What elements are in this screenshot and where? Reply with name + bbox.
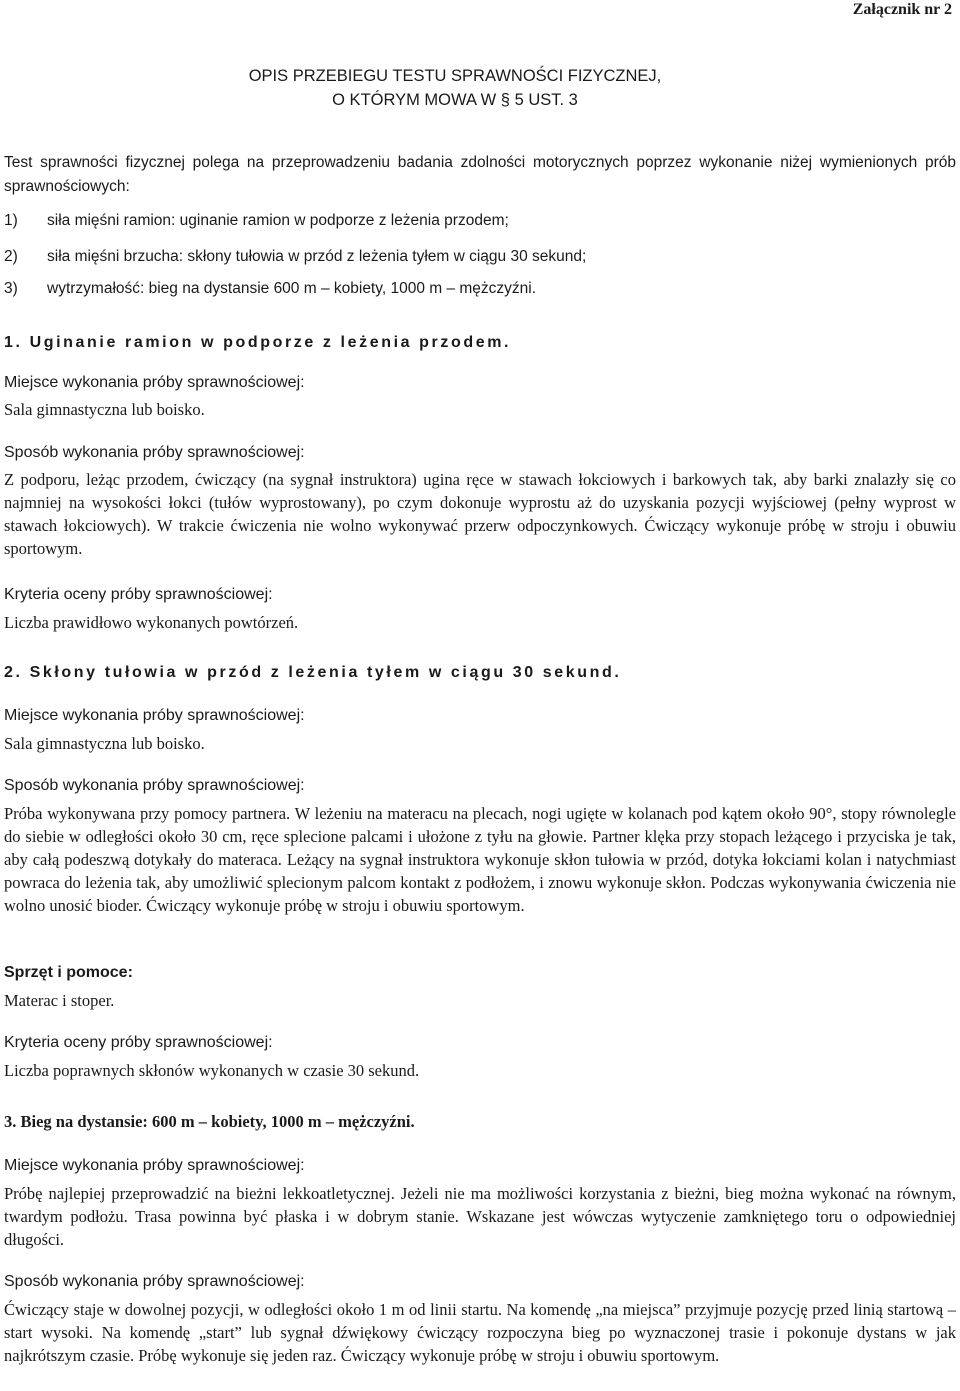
section-2-equipment-label: Sprzęt i pomoce: bbox=[4, 964, 133, 981]
section-2-place-label: Miejsce wykonania próby sprawnościowej: bbox=[4, 707, 305, 724]
section-1-criteria-text: Liczba prawidłowo wykonanych powtórzeń. bbox=[4, 613, 299, 632]
section-3-method-label: Sposób wykonania próby sprawnościowej: bbox=[4, 1273, 305, 1290]
section-2-criteria-text: Liczba poprawnych skłonów wykonanych w czasie 30 sekund. bbox=[4, 1061, 420, 1080]
list-item-text: siła mięśni brzucha: skłony tułowia w przód z leżenia tyłem w ciągu 30 sekund; bbox=[47, 248, 587, 265]
annex-label: Załącznik nr 2 bbox=[852, 1, 952, 18]
section-2-criteria-label: Kryteria oceny próby sprawnościowej: bbox=[4, 1034, 273, 1051]
section-1-place-label: Miejsce wykonania próby sprawnościowej: bbox=[4, 374, 305, 391]
document-title-line-2: O KTÓRYM MOWA W § 5 UST. 3 bbox=[332, 91, 578, 109]
section-3-place-label: Miejsce wykonania próby sprawnościowej: bbox=[4, 1157, 305, 1174]
intro-paragraph: Test sprawności fizycznej polega na przeprowadzeniu badania zdolności motorycznych poprzez wykonanie niżej wymienionych prób sprawnościowych: bbox=[4, 154, 956, 195]
section-1-method-text: Z podporu, leżąc przodem, ćwiczący (na sygnał instruktora) ugina ręce w stawach łokciowych i barkowych tak, aby barki znalazły się co najmniej na wysokości łokci (tułów wyprostowany), po czym dokonuje wyprostu aż do uzyskania pozycji wyjściowej (pełny wyprost w stawach łokciowych). W trakcie ćwiczenia nie wolno wykonywać przerw odpoczynkowych. Ćwiczący wykonuje próbę w stroju i obuwiu sportowym. bbox=[4, 470, 956, 558]
section-2-place-text: Sala gimnastyczna lub boisko. bbox=[4, 734, 205, 753]
list-item-number: 1) bbox=[4, 212, 18, 229]
section-1-heading: 1. Uginanie ramion w podporze z leżenia przodem. bbox=[4, 334, 512, 351]
list-item-number: 3) bbox=[4, 280, 18, 297]
list-item bbox=[4, 277, 536, 301]
section-1-criteria-label: Kryteria oceny próby sprawnościowej: bbox=[4, 586, 273, 603]
section-3-place-text: Próbę najlepiej przeprowadzić na bieżni lekkoatletycznej. Jeżeli nie ma możliwości korzystania z bieżni, bieg można wykonać na równym, twardym podłożu. Trasa powinna być płaska i w dobrym stanie. Wskazane jest wówczas wytyczenie zamkniętego toru o odpowiedniej długości. bbox=[4, 1184, 956, 1249]
section-1-place-text: Sala gimnastyczna lub boisko. bbox=[4, 400, 205, 419]
list-item-text: wytrzymałość: bieg na dystansie 600 m – kobiety, 1000 m – mężczyźni. bbox=[47, 280, 537, 297]
list-item bbox=[4, 209, 509, 233]
section-2-method-text: Próba wykonywana przy pomocy partnera. W leżeniu na materacu na plecach, nogi ugięte w kolanach pod kątem około 90°, stopy równolegle do siebie w odległości około 30 cm, ręce splecione palcami i ułożone z tyłu na głowie. Partner klęka przy stopach leżącego i przyciska je tak, aby całą podeszwą dotykały do materaca. Leżący na sygnał instruktora wykonuje skłon tułowia w przód, dotyka łokciami kolan i natychmiast powraca do leżenia tak, aby umożliwić splecionym palcom kontakt z podłożem, i znowu wykonuje skłon. Podczas wykonywania ćwiczenia nie wolno unosić bioder. Ćwiczący wykonuje próbę w stroju i obuwiu sportowym. bbox=[4, 804, 956, 915]
list-item-text: siła mięśni ramion: uginanie ramion w podporze z leżenia przodem; bbox=[47, 212, 509, 229]
list-item bbox=[4, 245, 586, 269]
document-title-line-1: OPIS PRZEBIEGU TESTU SPRAWNOŚCI FIZYCZNEJ, bbox=[248, 67, 662, 85]
section-2-equipment-text: Materac i stoper. bbox=[4, 991, 115, 1010]
section-3-method-text: Ćwiczący staje w dowolnej pozycji, w odległości około 1 m od linii startu. Na komendę „na miejsca” przyjmuje pozycję przed linią startową – start wysoki. Na komendę „start” lub sygnał dźwiękowy ćwiczący rozpoczyna bieg po wyznaczonej trasie i pokonuje dystans w jak najkrótszym czasie. Próbę wykonuje się jeden raz. Ćwiczący wykonuje próbę w stroju i obuwiu sportowym. bbox=[4, 1300, 956, 1365]
list-item-number: 2) bbox=[4, 248, 18, 265]
section-2-method-label: Sposób wykonania próby sprawnościowej: bbox=[4, 777, 305, 794]
section-2-heading: 2. Skłony tułowia w przód z leżenia tyłem w ciągu 30 sekund. bbox=[4, 664, 622, 681]
section-1-method-label: Sposób wykonania próby sprawnościowej: bbox=[4, 444, 305, 461]
section-3-heading: 3. Bieg na dystansie: 600 m – kobiety, 1000 m – mężczyźni. bbox=[4, 1112, 415, 1131]
